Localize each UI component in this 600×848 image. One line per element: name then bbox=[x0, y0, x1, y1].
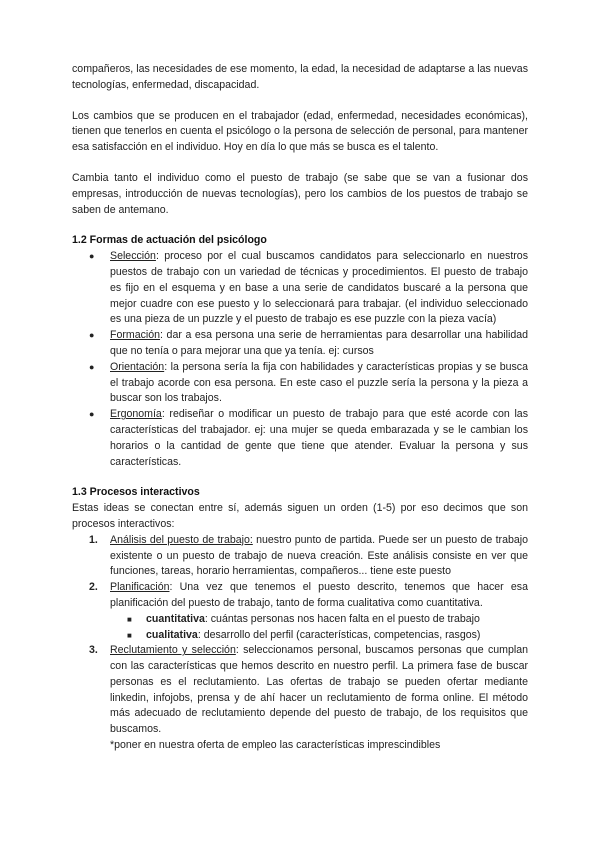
definition-text: : dar a esa persona una serie de herramientas para desarrollar una habilidad que no tenía o para mejorar una que ya tenía. ej: cursos bbox=[110, 329, 528, 357]
document-page bbox=[72, 62, 528, 754]
sublist-item bbox=[110, 628, 528, 644]
sub-term: cualitativa bbox=[146, 628, 198, 641]
list-item bbox=[72, 407, 528, 470]
process-steps-list bbox=[72, 533, 528, 754]
list-item bbox=[72, 360, 528, 407]
definition-text: : la persona sería la fija con habilidades y características propias y se busca el trabajo acorde con esa persona. En este caso el puzzle sería la persona y la pieza a buscar son los trabajos. bbox=[110, 360, 528, 405]
section-1-3-intro: Estas ideas se conectan entre sí, además siguen un orden (1-5) por eso decimos que son procesos interactivos: bbox=[72, 502, 528, 530]
list-item bbox=[72, 533, 528, 580]
intro-paragraph-1: compañeros, las necesidades de ese momento, la edad, la necesidad de adaptarse a las nuevas tecnologías, enfermedad, discapacidad. bbox=[72, 63, 528, 91]
intro-paragraph-2: Los cambios que se producen en el trabajador (edad, enfermedad, necesidades económicas), tienen que tenerlos en cuenta el psicólogo o la persona de selección de personal, para mantener esa satisfacción en el individuo. Hoy en día lo que más se busca es el talento. bbox=[72, 109, 528, 154]
step-text: nuestro punto de partida. Puede ser un puesto de trabajo existente o un puesto de trabajo de nueva creación. Este análisis consiste en ver que funciones, tareas, horario herramientas, compañeros... tiene este puesto bbox=[110, 533, 528, 578]
sub-term: cuantitativa bbox=[146, 612, 205, 625]
step-text: : Una vez que tenemos el puesto descrito, tenemos que hacer esa planificación del puesto de trabajo, tanto de forma cualitativa como cuantitativa. bbox=[110, 581, 528, 609]
sub-text: : cuántas personas nos hacen falta en el puesto de trabajo bbox=[204, 612, 480, 625]
definition-text: : proceso por el cual buscamos candidatos para seleccionarlo en nuestros puestos de trabajo con un variedad de técnicas y procedimientos. El puesto de trabajo es fijo en el esquema y en base a una serie de candidatos buscaré a la persona que mejor cuadre con ese puesto y lo seleccionará para trabajar. (el individuo seleccionado es una pieza de un puzzle y el puesto de trabajo es ese puzzle con la pieza vacía) bbox=[110, 250, 528, 326]
step-number: 1. bbox=[89, 533, 98, 546]
term-orientacion: Orientación bbox=[110, 360, 165, 373]
sublist-item bbox=[110, 612, 528, 628]
term-seleccion: Selección bbox=[110, 250, 156, 263]
list-item bbox=[72, 643, 528, 754]
step-number: 2. bbox=[89, 581, 98, 594]
list-item bbox=[72, 580, 528, 643]
term-planificacion: Planificación bbox=[110, 581, 170, 594]
sub-text: : desarrollo del perfil (características, competencias, rasgos) bbox=[197, 628, 481, 641]
term-reclutamiento: Reclutamiento y selección bbox=[110, 644, 236, 657]
actuation-forms-list bbox=[72, 249, 528, 470]
definition-text: : rediseñar o modificar un puesto de trabajo para que esté acorde con las características del trabajador. ej: una mujer se queda embarazada y se le cambian los horarios o la cantidad de gente que tiene que atender. Evaluar la persona y sus características. bbox=[110, 408, 528, 468]
term-formacion: Formación bbox=[110, 329, 161, 342]
section-1-3-heading: 1.3 Procesos interactivos bbox=[72, 486, 200, 499]
step-note: *poner en nuestra oferta de empleo las características imprescindibles bbox=[110, 739, 441, 752]
planning-sublist bbox=[110, 612, 528, 644]
term-ergonomia: Ergonomía bbox=[110, 408, 162, 421]
step-number: 3. bbox=[89, 644, 98, 657]
term-analisis: Análisis del puesto de trabajo: bbox=[110, 533, 253, 546]
list-item bbox=[72, 249, 528, 328]
section-1-2-heading: 1.2 Formas de actuación del psicólogo bbox=[72, 234, 267, 247]
intro-paragraph-3: Cambia tanto el individuo como el puesto de trabajo (se sabe que se van a fusionar dos empresas, introducción de nuevas tecnologías), pero los cambios de los puestos de trabajo se saben de antemano. bbox=[72, 171, 528, 216]
step-text: : seleccionamos personal, buscamos personas que cumplan con las características que hemos descrito en nuestro perfil. La primera fase de buscar personas es el reclutamiento. Las ofertas de trabajo se pueden ofertar mediante linkedin, infojobs, prensa y de ahí hacer un reclutamiento de forma online. El método más adecuado de reclutamiento depende del puesto de trabajo, de los requisitos que buscamos. bbox=[110, 644, 528, 736]
list-item bbox=[72, 328, 528, 360]
